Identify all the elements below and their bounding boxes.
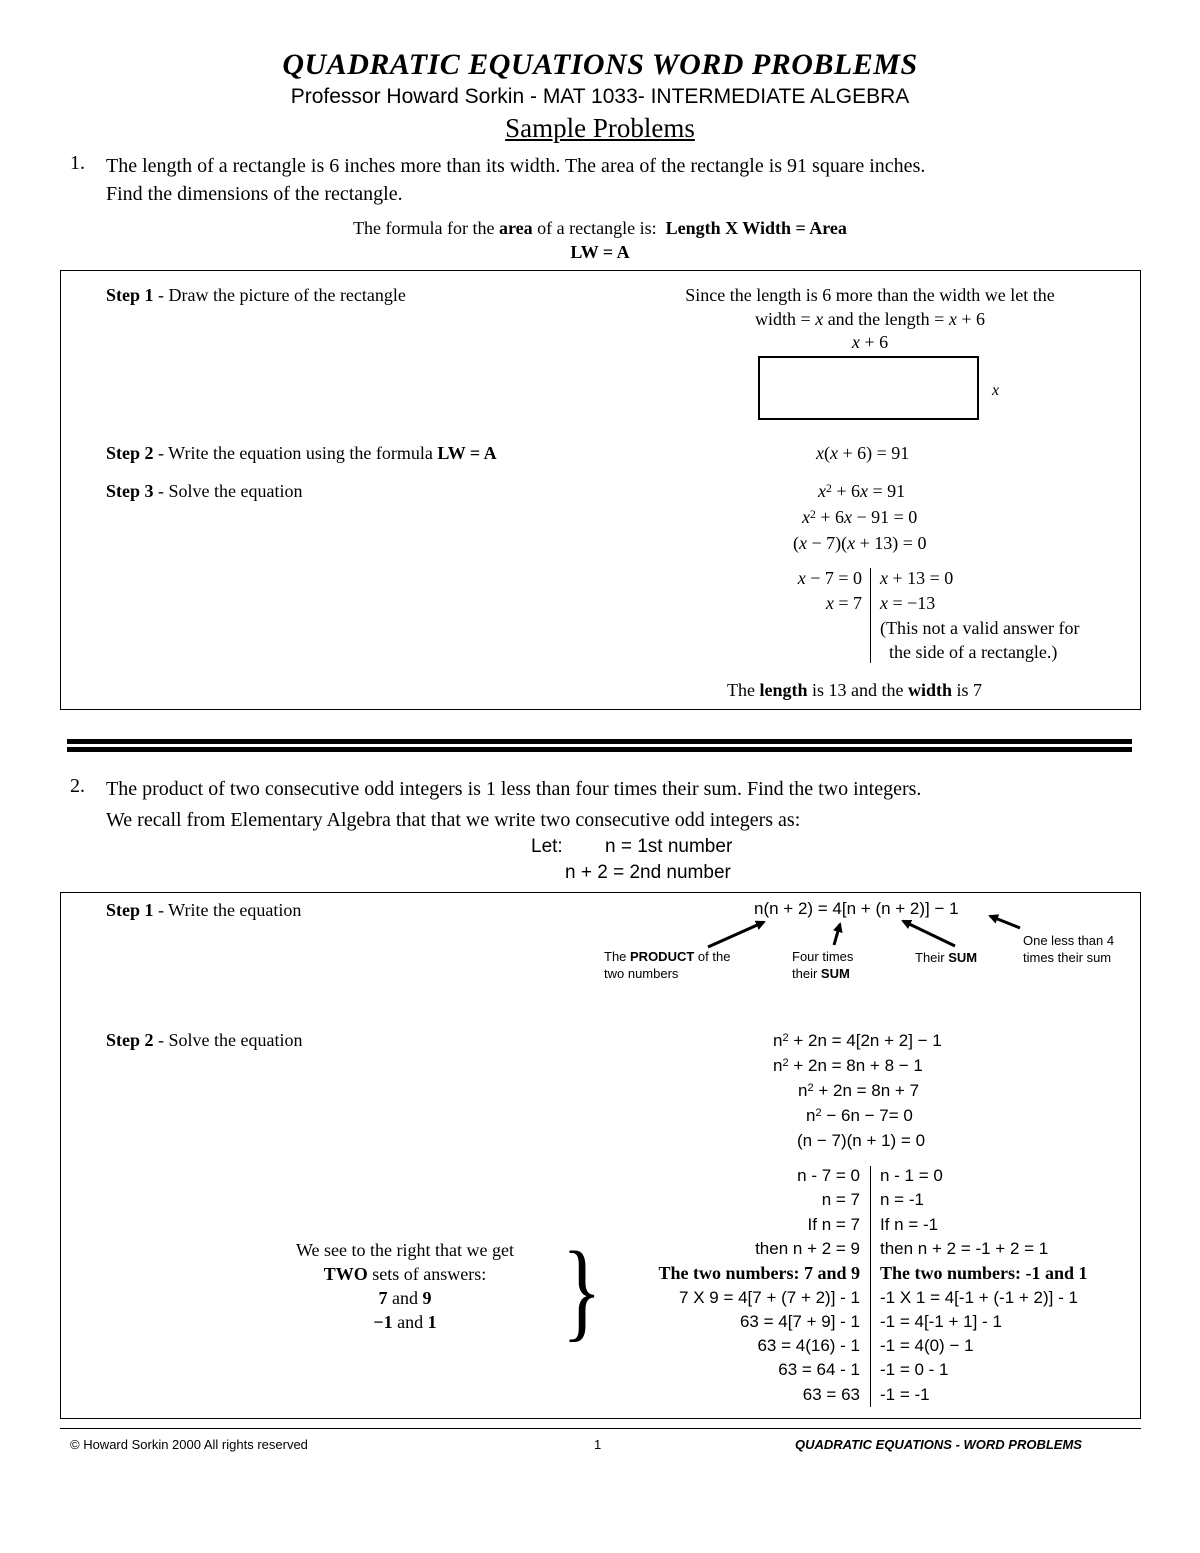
p2-solve-1: $n^2 + 2n = 4[2n + 2] - 1$ (773, 1031, 942, 1050)
p2-left-line: then n + 2 = 9 (755, 1238, 860, 1258)
p1-left-2: x = 7 (825, 593, 862, 613)
arrow-product (708, 922, 764, 947)
p1-right-2: x = −13 (880, 593, 936, 613)
rectangle-length-label: x + 6 (851, 332, 889, 352)
p1-solve-2: $x^2 + 6x - 91 = 0$ (802, 507, 918, 527)
let-label: Let: (531, 836, 563, 857)
p2-left-line: 63 = 4(16) - 1 (757, 1336, 860, 1356)
p2-right-line: then n + 2 = -1 + 2 = 1 (880, 1238, 1049, 1258)
p2-left-line: n - 7 = 0 (797, 1166, 860, 1185)
problem-1-line-2: Find the dimensions of the rectangle. (106, 183, 403, 205)
p2-right-line: -1 X 1 = 4[-1 + (-1 + 2)] - 1 (880, 1287, 1078, 1307)
p2-left-line: 63 = 64 - 1 (778, 1360, 860, 1380)
p1-solve-3: (x − 7)(x + 13) = 0 (793, 533, 927, 553)
let-line-1: n = 1st number (605, 836, 733, 857)
p1-left-1: x − 7 = 0 (797, 568, 862, 588)
p2-left-line: 63 = 63 (802, 1384, 860, 1404)
formula-short: LW = A (570, 242, 630, 262)
arrow-four-times (834, 924, 840, 945)
curly-brace: } (562, 1229, 602, 1351)
p1-step-1: Step 1 - Draw the picture of the rectangle (106, 285, 406, 305)
footer-page-number: 1 (594, 1437, 602, 1452)
arrow-sum (903, 921, 955, 946)
p2-left-line: 63 = 4[7 + 9] - 1 (739, 1311, 860, 1331)
p1-right-3: (This not a valid answer for (880, 618, 1080, 638)
problem-2-line-2: We recall from Elementary Algebra that that we write two consecutive odd integers as: (106, 809, 801, 831)
p2-left-line: If n = 7 (807, 1214, 860, 1234)
p1-setup-line-1: Since the length is 6 more than the width we let the (685, 285, 1055, 305)
footer-rule (60, 1428, 1141, 1429)
page-subtitle: Professor Howard Sorkin - MAT 1033- INTERMEDIATE ALGEBRA (290, 85, 910, 108)
p2-solve-4: $n^2 - 6n - 7= 0$ (806, 1106, 913, 1125)
problem-2-number: 2. (70, 775, 85, 797)
p2-right-line: -1 = 4(0) − 1 (880, 1336, 974, 1356)
p2-equation: n(n + 2) = 4[n + (n + 2)] − 1 (754, 899, 959, 918)
p2-right-line: The two numbers: -1 and 1 (880, 1263, 1088, 1284)
p2-right-line: -1 = 0 - 1 (880, 1360, 949, 1380)
p2-solve-5: (n − 7)(n + 1) = 0 (797, 1131, 926, 1150)
p2-right-line: -1 = 4[-1 + 1] - 1 (880, 1311, 1002, 1331)
p2-solve-3: $n^2 + 2n = 8n + 7$ (798, 1081, 920, 1100)
problem-2-line-1: The product of two consecutive odd integers is 1 less than four times their sum. Find the two integers. (106, 778, 922, 800)
p2-step-2: Step 2 - Solve the equation (106, 1030, 303, 1050)
p2-right-line: n - 1 = 0 (880, 1166, 943, 1185)
problem-1-number: 1. (70, 152, 85, 174)
p1-right-1: x + 13 = 0 (880, 568, 954, 588)
formula-line: The formula for the area of a rectangle is: Length X Width = Area (353, 218, 847, 238)
p2-left-line: 7 X 9 = 4[7 + (7 + 2)] - 1 (679, 1287, 860, 1307)
p2-right-line: n = -1 (880, 1190, 924, 1210)
footer-title: QUADRATIC EQUATIONS - WORD PROBLEMS (795, 1437, 1082, 1452)
p2-left-line: The two numbers: 7 and 9 (658, 1263, 860, 1284)
annotation-four-times: Four times their SUM (792, 949, 854, 981)
footer-copyright: © Howard Sorkin 2000 All rights reserved (70, 1437, 308, 1452)
section-heading: Sample Problems (505, 113, 695, 143)
annotation-sum: Their SUM (915, 950, 978, 965)
p1-step-2: Step 2 - Write the equation using the formula LW = A (106, 443, 497, 463)
p1-setup-line-2: width = x and the length = x + 6 (755, 309, 985, 329)
p2-right-line: If n = -1 (880, 1214, 939, 1234)
annotation-one-less: One less than 4 times their sum (1023, 933, 1115, 965)
let-line-2: n + 2 = 2nd number (565, 862, 731, 883)
p1-solve-1: $x^2 + 6x = 91$ (818, 481, 906, 501)
p2-split-divider (870, 1166, 871, 1407)
p2-right-line: -1 = -1 (880, 1384, 930, 1404)
p1-right-4: the side of a rectangle.) (889, 642, 1058, 662)
p2-solve-2: $n^2 + 2n = 8n + 8 - 1$ (773, 1056, 923, 1075)
p1-answer: The length is 13 and the width is 7 (727, 680, 983, 700)
rectangle-width-label: x (992, 382, 1000, 399)
p1-step-3: Step 3 - Solve the equation (106, 481, 303, 501)
p2-step-1: Step 1 - Write the equation (106, 900, 302, 920)
p2-left-line: n = 7 (821, 1190, 860, 1210)
p2-note: We see to the right that we get TWO sets of answers: 7 and 9 −1 and 1 (296, 1240, 514, 1332)
page-title: QUADRATIC EQUATIONS WORD PROBLEMS (282, 48, 918, 81)
problem-1-line-1: The length of a rectangle is 6 inches more than its width. The area of the rectangle is 91 square inches. (106, 155, 926, 177)
annotation-product: The PRODUCT of the two numbers (604, 949, 731, 981)
p1-equation: x(x + 6) = 91 (816, 443, 910, 463)
arrow-one-less (990, 916, 1020, 928)
